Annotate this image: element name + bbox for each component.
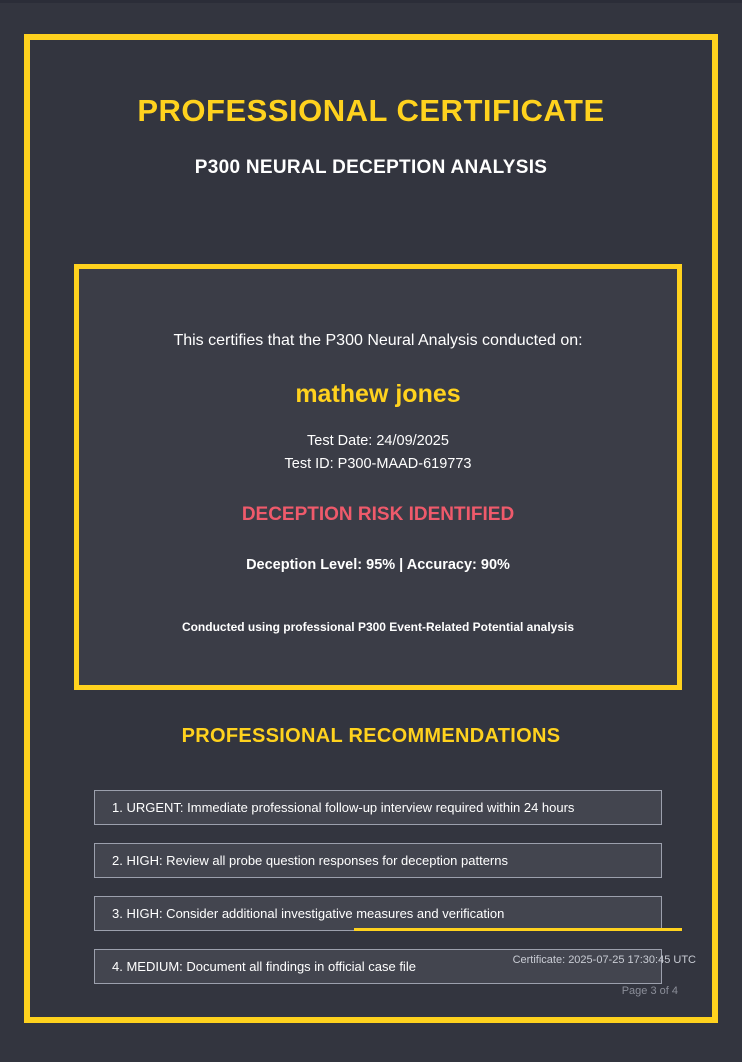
recommendations-title: PROFESSIONAL RECOMMENDATIONS (181, 725, 561, 747)
status-badge: DECEPTION RISK IDENTIFIED (241, 504, 515, 525)
test-id: Test ID: P300-MAAD-619773 (284, 456, 472, 472)
page-title: PROFESSIONAL CERTIFICATE (137, 93, 605, 128)
certificate-body (36, 46, 706, 1011)
list-item: 1. URGENT: Immediate professional follow-up interview required within 24 hours (94, 790, 662, 825)
page-subtitle: P300 NEURAL DECEPTION ANALYSIS (194, 157, 548, 178)
accent-divider (354, 928, 682, 931)
list-item: 4. MEDIUM: Document all findings in official case file (94, 949, 662, 984)
certificate-stamp: Certificate: 2025-07-25 17:30:45 UTC (512, 954, 696, 966)
certifies-text: This certifies that the P300 Neural Analysis conducted on: (173, 332, 583, 349)
certificate-detail-box (74, 264, 682, 690)
list-item: 3. HIGH: Consider additional investigative measures and verification (94, 896, 662, 931)
page-footer: Page 3 of 4 (621, 985, 678, 997)
conducted-note: Conducted using professional P300 Event-Related Potential analysis (181, 620, 575, 634)
deception-levels: Deception Level: 95% | Accuracy: 90% (246, 557, 510, 573)
list-item: 2. HIGH: Review all probe question responses for deception patterns (94, 843, 662, 878)
subject-name: mathew jones (295, 380, 461, 408)
test-date: Test Date: 24/09/2025 (307, 433, 449, 449)
certificate-outer-frame (24, 34, 718, 1023)
